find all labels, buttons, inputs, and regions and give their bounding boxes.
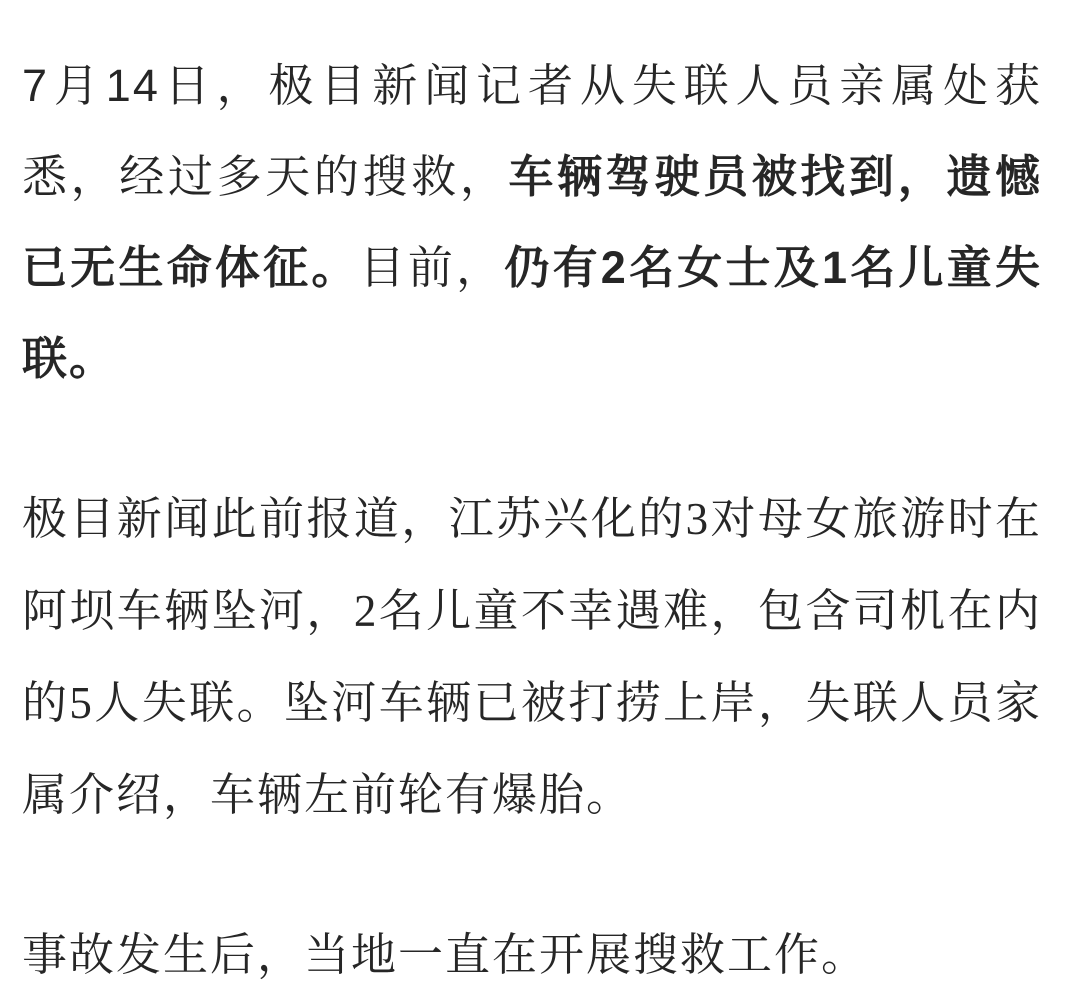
serif-digit-run: 5	[69, 678, 94, 728]
paragraph-prior-report	[22, 473, 1042, 840]
text-run: 目前，	[359, 242, 505, 293]
bold-text-run: 仍有2名女士及1名儿童失联。	[22, 242, 1042, 384]
text-run: 7月14日，极目新闻记者从失联人员亲属处获悉，经过多天的搜救，	[22, 60, 1042, 202]
serif-digit-run: 3	[685, 494, 711, 544]
paragraph-search-update	[22, 40, 1042, 404]
text-run: 极目新闻此前报道，江苏兴化的	[22, 493, 686, 544]
text-run: 事故发生后，当地一直在开展搜救工作。	[22, 929, 869, 980]
text-run: 对母女旅游时在阿坝车辆坠河，	[22, 493, 1042, 636]
text-run: 名儿童不幸遇难，包含司机在内的	[22, 585, 1042, 728]
bold-text-run: 车辆驾驶员被找到，遗憾已无生命体征。	[22, 151, 1042, 293]
text-run: 人失联。坠河车辆已被打捞上岸，失联人员家属介绍，车辆左前轮有爆胎。	[22, 677, 1042, 820]
serif-digit-run: 2	[353, 586, 379, 636]
